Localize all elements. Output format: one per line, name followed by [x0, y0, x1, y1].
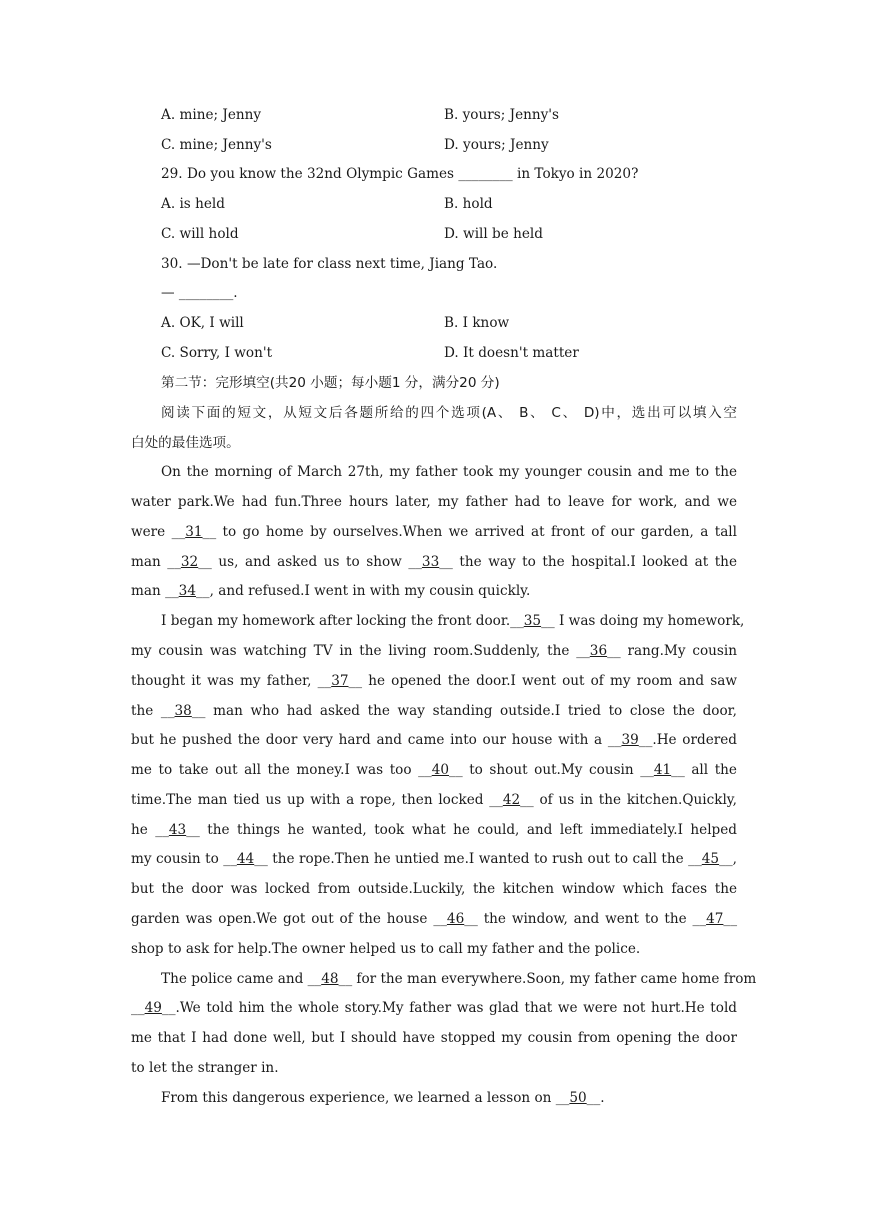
q28-option-a: A. mine; Jenny — [161, 107, 262, 123]
q30-stem: 30. —Don't be late for class next time, Jiang Tao. — [161, 256, 498, 272]
q29-option-b: B. hold — [444, 196, 493, 212]
passage-line: man __34__, and refused.I went in with my cousin quickly. — [131, 583, 531, 599]
passage-line: me to take out all the money.I was too __40__ to shout out.My cousin __41__ all the — [131, 762, 737, 778]
blank-34: 34 — [178, 583, 196, 599]
blank-48: 48 — [321, 971, 339, 987]
blank-50: 50 — [569, 1090, 587, 1106]
section-heading: 第二节：完形填空(共20 小题；每小题1 分，满分20 分) — [161, 375, 500, 391]
passage-line: __49__.We told him the whole story.My father was glad that we were not hurt.He told — [131, 1000, 737, 1016]
blank-31: 31 — [185, 524, 203, 540]
blank-36: 36 — [589, 643, 608, 659]
passage-line: shop to ask for help.The owner helped us to call my father and the police. — [131, 941, 641, 957]
passage-line: On the morning of March 27th, my father took my younger cousin and me to the — [161, 464, 737, 480]
q28-option-c: C. mine; Jenny's — [161, 137, 272, 153]
passage-line: to let the stranger in. — [131, 1060, 279, 1076]
blank-37: 37 — [331, 673, 349, 689]
q28-option-d: D. yours; Jenny — [444, 137, 549, 153]
instructions-line-2: 白处的最佳选项。 — [131, 435, 240, 451]
passage-line: me that I had done well, but I should have stopped my cousin from opening the door — [131, 1030, 737, 1046]
passage-line: thought it was my father, __37__ he opened the door.I went out of my room and saw — [131, 673, 737, 689]
passage-line: time.The man tied us up with a rope, then locked __42__ of us in the kitchen.Quickly, — [131, 792, 737, 808]
passage-line: From this dangerous experience, we learned a lesson on __50__. — [161, 1090, 605, 1106]
q28-option-b: B. yours; Jenny's — [444, 107, 560, 123]
passage-line: my cousin was watching TV in the living room.Suddenly, the __36__ rang.My cousin — [131, 643, 737, 659]
blank-47: 47 — [706, 911, 724, 927]
blank-33: 33 — [421, 554, 440, 570]
instructions-line-1: 阅读下面的短文，从短文后各题所给的四个选项(A、 B、 C、 D)中，选出可以填入空 — [161, 405, 737, 421]
passage-line: but the door was locked from outside.Luckily, the kitchen window which faces the — [131, 881, 737, 897]
passage-line: were __31__ to go home by ourselves.When we arrived at front of our garden, a tall — [131, 524, 737, 540]
q29-option-a: A. is held — [161, 196, 225, 212]
q30-reply: — ________. — [161, 285, 238, 301]
q30-option-b: B. I know — [444, 315, 510, 331]
q30-option-c: C. Sorry, I won't — [161, 345, 273, 361]
blank-40: 40 — [431, 762, 450, 778]
blank-39: 39 — [621, 732, 639, 748]
passage-line: but he pushed the door very hard and came into our house with a __39__.He ordered — [131, 732, 737, 748]
blank-32: 32 — [180, 554, 199, 570]
passage-line: water park.We had fun.Three hours later, my father had to leave for work, and we — [131, 494, 737, 510]
q29-option-d: D. will be held — [444, 226, 543, 242]
blank-44: 44 — [236, 851, 255, 867]
q29-stem: 29. Do you know the 32nd Olympic Games ________ in Tokyo in 2020? — [161, 166, 639, 182]
q29-option-c: C. will hold — [161, 226, 239, 242]
blank-38: 38 — [174, 703, 192, 719]
blank-43: 43 — [168, 822, 187, 838]
blank-46: 46 — [446, 911, 465, 927]
blank-45: 45 — [701, 851, 720, 867]
passage-line: man __32__ us, and asked us to show __33__ the way to the hospital.I looked at the — [131, 554, 737, 570]
passage-line: The police came and __48__ for the man everywhere.Soon, my father came home from — [161, 971, 757, 987]
q30-option-a: A. OK, I will — [161, 315, 244, 331]
blank-41: 41 — [653, 762, 672, 778]
blank-49: 49 — [144, 1000, 162, 1016]
passage-line: he __43__ the things he wanted, took what he could, and left immediately.I helped — [131, 822, 738, 838]
q30-option-d: D. It doesn't matter — [444, 345, 579, 361]
passage-line: the __38__ man who had asked the way standing outside.I tried to close the door, — [131, 703, 737, 719]
passage-line: my cousin to __44__ the rope.Then he untied me.I wanted to rush out to call the __45__, — [131, 851, 737, 867]
passage-line: garden was open.We got out of the house __46__ the window, and went to the __47__ — [131, 911, 737, 927]
passage-line: I began my homework after locking the front door.__35__ I was doing my homework, — [161, 613, 745, 629]
blank-35: 35 — [523, 613, 542, 629]
blank-42: 42 — [502, 792, 521, 808]
